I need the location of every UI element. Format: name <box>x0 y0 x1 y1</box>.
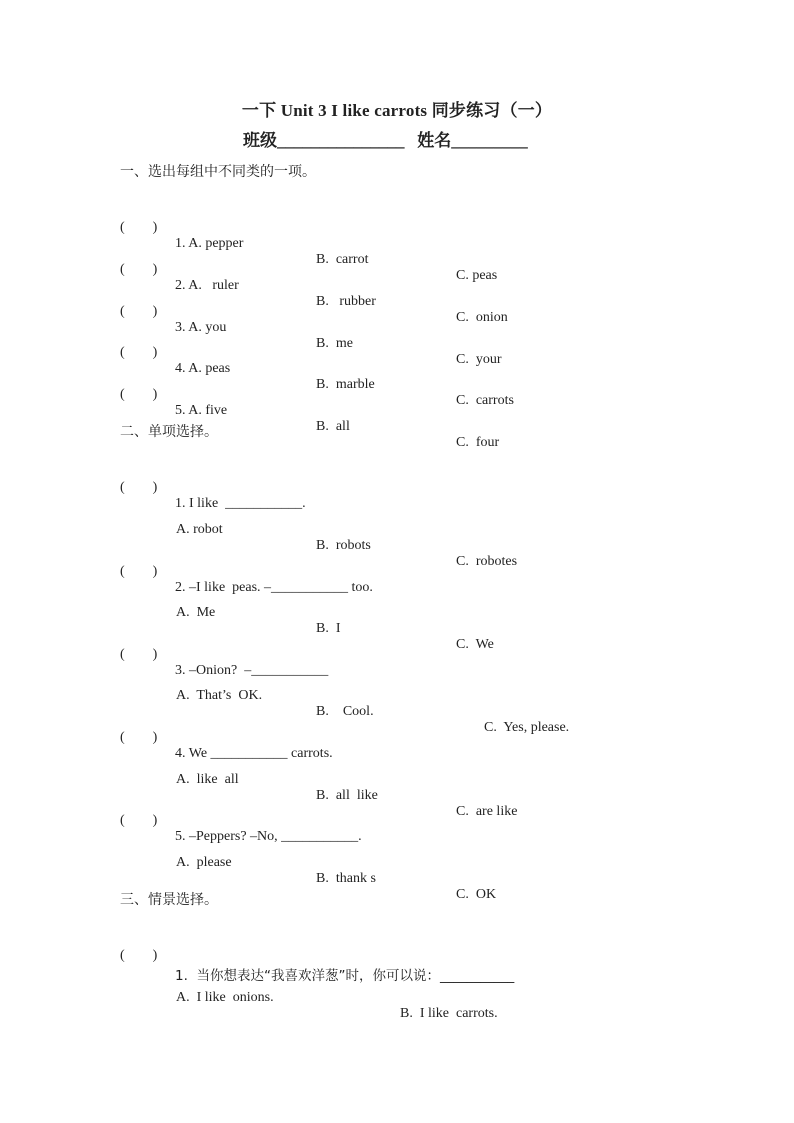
section-1-heading: 一、选出每组中不同类的一项。 <box>120 164 316 180</box>
s2-option-c: C. robotes <box>456 554 518 569</box>
answer-blank: ( ) <box>120 345 158 360</box>
s2-question-text: 2. –I like peas. –___________ too. <box>175 580 373 595</box>
section-2-heading: 二、单项选择。 <box>120 424 218 440</box>
s3-question-text: 1. 当你想表达“我喜欢洋葱”时，你可以说：___________ <box>175 968 515 984</box>
answer-blank: ( ) <box>120 304 158 319</box>
s2-option-b: B. thank s <box>316 871 376 886</box>
s1-option-c: C. carrots <box>456 393 514 408</box>
s2-option-a: A. please <box>176 855 232 870</box>
s2-option-c: C. OK <box>456 887 497 902</box>
s1-option-a: 3. A. you <box>175 320 227 335</box>
s2-option-c: C. Yes, please. <box>484 720 570 735</box>
s2-question <box>0 548 794 595</box>
s3-option-a: A. I like onions. <box>176 990 274 1005</box>
s2-question <box>0 464 794 511</box>
s1-option-a: 2. A. ruler <box>175 278 239 293</box>
s1-option-a: 5. A. five <box>175 403 228 418</box>
s2-question-text: 5. –Peppers? –No, ___________. <box>175 829 362 844</box>
s2-question <box>0 631 794 678</box>
s1-option-c: C. four <box>456 435 500 450</box>
answer-blank: ( ) <box>120 813 158 828</box>
s1-option-c: C. peas <box>456 268 498 283</box>
s1-option-c: C. onion <box>456 310 508 325</box>
s3-option-b: B. I like carrots. <box>400 1006 498 1021</box>
s2-question <box>0 714 794 761</box>
s1-option-b: B. carrot <box>316 252 369 267</box>
s2-option-c: C. are like <box>456 804 518 819</box>
s2-question-text: 4. We ___________ carrots. <box>175 746 333 761</box>
s1-option-b: B. me <box>316 336 353 351</box>
s2-question-text: 3. –Onion? –___________ <box>175 663 329 678</box>
s2-options-row <box>0 506 794 569</box>
answer-blank: ( ) <box>120 220 158 235</box>
section-3-heading: 三、情景选择。 <box>120 892 218 908</box>
answer-blank: ( ) <box>120 387 158 402</box>
s2-option-a: A. robot <box>176 522 223 537</box>
s2-option-b: B. Cool. <box>316 704 374 719</box>
s2-option-b: B. robots <box>316 538 371 553</box>
s2-options-row <box>0 672 794 735</box>
s3-question <box>0 932 794 984</box>
answer-blank: ( ) <box>120 480 158 495</box>
s2-options-row <box>0 756 794 819</box>
s1-option-b: B. rubber <box>316 294 376 309</box>
s2-option-a: A. That’s OK. <box>176 688 263 703</box>
s1-option-a: 4. A. peas <box>175 361 231 376</box>
s1-option-c: C. your <box>456 352 502 367</box>
s2-question-text: 1. I like ___________. <box>175 496 306 511</box>
s1-option-b: B. marble <box>316 377 375 392</box>
s2-option-b: B. I <box>316 621 341 636</box>
s1-option-a: 1. A. pepper <box>175 236 244 251</box>
answer-blank: ( ) <box>120 262 158 277</box>
s2-question <box>0 797 794 844</box>
answer-blank: ( ) <box>120 564 158 579</box>
s1-option-b: B. all <box>316 419 350 434</box>
s2-option-a: A. like all <box>176 772 239 787</box>
s2-option-c: C. We <box>456 637 494 652</box>
s3-options-row <box>0 974 794 1021</box>
answer-blank: ( ) <box>120 730 158 745</box>
page-title: 一下 Unit 3 I like carrots 同步练习（一） <box>241 101 553 120</box>
answer-blank: ( ) <box>120 948 158 963</box>
s2-options-row <box>0 589 794 652</box>
answer-blank: ( ) <box>120 647 158 662</box>
s1-question-row <box>0 204 794 283</box>
s2-option-b: B. all like <box>316 788 378 803</box>
s2-option-a: A. Me <box>176 605 216 620</box>
class-name-line: 班级_______________ 姓名_________ <box>243 131 528 150</box>
